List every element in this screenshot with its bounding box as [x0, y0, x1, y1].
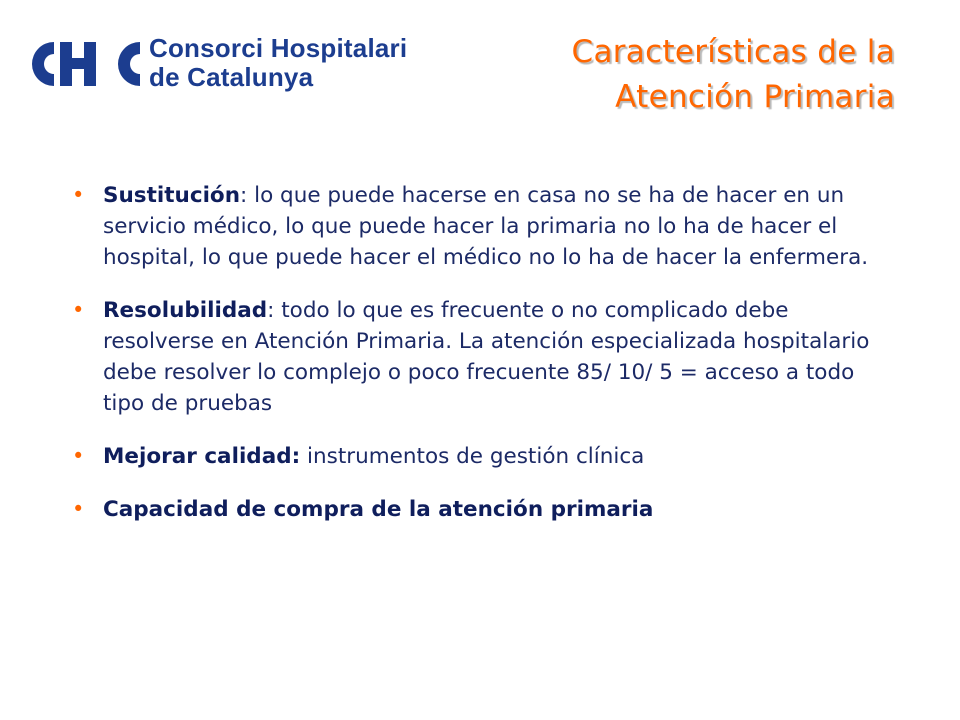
bullet-dot-icon: • [72, 298, 85, 322]
bullet-dot-icon: • [72, 183, 85, 207]
bullet-dot-icon: • [72, 497, 85, 521]
logo-wordmark [149, 34, 407, 92]
bullet-item-resolubilidad [72, 295, 892, 419]
slide-title [572, 30, 896, 120]
bullet-text: instrumentos de gestión clínica [300, 444, 645, 469]
bullet-term: Capacidad de compra de la atención primaria [103, 497, 654, 522]
chc-logo [14, 30, 414, 100]
bullet-text: : lo que puede hacerse en casa no se ha de hacer en un servicio médico, lo que puede hacer la primaria no lo ha de hacer el hospital, lo que puede hacer el médico no lo ha de hacer la enfermera. [103, 183, 869, 270]
bullet-item-mejorar-calidad [72, 441, 892, 472]
bullet-item-capacidad-compra [72, 494, 892, 525]
bullet-term: Mejorar calidad: [103, 444, 301, 469]
slide-title-line-2: Atención Primaria [615, 79, 895, 115]
bullet-term: Resolubilidad [103, 298, 268, 323]
bullet-list [72, 180, 892, 547]
bullet-text: : todo lo que es frecuente o no complicado debe resolverse en Atención Primaria. La atención especializada hospitalario debe resolver lo complejo o poco frecuente 85/ 10/ 5 = acceso a todo tipo de pruebas [103, 298, 870, 416]
slide-title-line-1: Características de la [571, 34, 895, 70]
logo-line-1: Consorci Hospitalari [149, 33, 408, 63]
bullet-item-sustitucion [72, 180, 892, 273]
bullet-term: Sustitución [103, 183, 241, 208]
bullet-dot-icon: • [72, 444, 85, 468]
logo-line-2: de Catalunya [149, 62, 314, 92]
chc-logo-mark [14, 38, 142, 90]
